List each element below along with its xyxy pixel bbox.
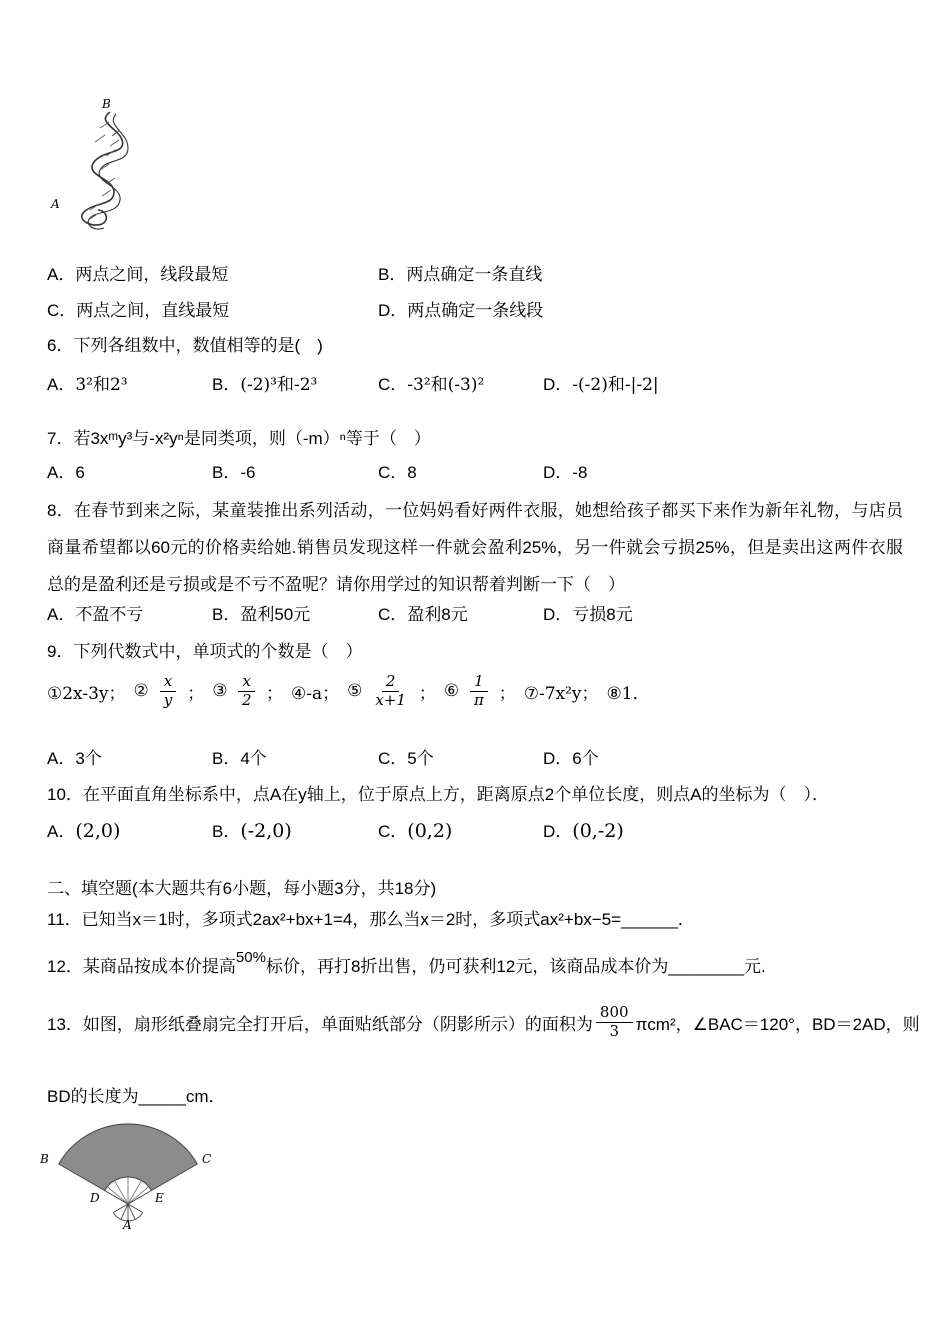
q6-option-a-label: A． bbox=[47, 375, 76, 394]
q8-option-b: B．盈利50元 bbox=[212, 605, 311, 624]
q6-option-d bbox=[543, 370, 659, 395]
q9-item-3-circ: ③ bbox=[212, 681, 228, 701]
fan-point-d-label: D bbox=[90, 1191, 100, 1205]
figure-point-b-label: B bbox=[102, 97, 111, 111]
q6-option-c-value: -3²和(-3)² bbox=[407, 375, 485, 395]
q9-options bbox=[47, 744, 599, 769]
q6-option-c-label: C． bbox=[378, 375, 408, 394]
q13-stem-pre: 13．如图，扇形纸叠扇完全打开后，单面贴纸部分（阴影所示）的面积为 bbox=[47, 1014, 593, 1034]
q10-stem: 10．在平面直角坐标系中，点A在y轴上，位于原点上方，距离原点2个单位长度，则点A的坐标为（ ）． bbox=[47, 785, 830, 804]
q9-option-b: B．4个 bbox=[212, 749, 267, 768]
q10-option-d-label: D． bbox=[543, 822, 573, 841]
q9-option-d: D．6个 bbox=[543, 749, 599, 768]
q10-option-a bbox=[47, 817, 212, 842]
fraction-800-over-3 bbox=[596, 1004, 633, 1040]
q9-item-1: ①2x-3y； bbox=[47, 683, 126, 704]
section-2-title: 二、填空题(本大题共有6小题，每小题3分，共18分) bbox=[47, 879, 437, 898]
q6-option-b bbox=[212, 370, 378, 395]
q12-stem-post: 标价，再打8折出售，仍可获利12元，该商品成本价为________元. bbox=[265, 957, 766, 976]
q10-option-b-value: (-2,0) bbox=[240, 820, 292, 842]
fraction-denominator: x+1 bbox=[375, 690, 406, 709]
fraction-denominator: 2 bbox=[241, 690, 252, 709]
q10-option-a-value: (2,0) bbox=[75, 820, 121, 842]
q10-option-d-value: (0,-2) bbox=[572, 820, 624, 842]
q10-option-a-label: A． bbox=[47, 822, 76, 841]
q6-option-d-label: D． bbox=[543, 375, 573, 394]
q10-option-c-value: (0,2) bbox=[407, 820, 453, 842]
q9-item-3-sep: ； bbox=[265, 683, 283, 704]
q9-item-5-circ: ⑤ bbox=[347, 681, 363, 701]
q9-item-2-circ: ② bbox=[133, 681, 149, 701]
fraction-numerator: 1 bbox=[470, 673, 488, 691]
q5-options-row-2 bbox=[47, 296, 543, 321]
q10-option-d bbox=[543, 817, 624, 842]
q5-option-c: C．两点之间，直线最短 bbox=[47, 301, 230, 320]
q9-item-5-sep: ； bbox=[418, 683, 436, 704]
q6-option-c bbox=[378, 370, 543, 395]
q12-stem-pre: 12．某商品按成本价提高 bbox=[47, 957, 236, 976]
fraction-denominator: y bbox=[163, 690, 173, 709]
q12-stem bbox=[47, 949, 766, 977]
q10-option-c-label: C． bbox=[378, 822, 408, 841]
q6-option-d-value: -(-2)和-|-2| bbox=[572, 375, 659, 395]
q10-option-b-label: B． bbox=[212, 822, 241, 841]
q9-item-8: ⑧1． bbox=[606, 683, 650, 704]
q7-option-c: C．8 bbox=[378, 463, 417, 482]
q9-expression bbox=[47, 668, 650, 714]
fan-point-b-label: B bbox=[40, 1152, 49, 1166]
q9-item-2-sep: ； bbox=[187, 683, 205, 704]
q8-stem: 8．在春节到来之际，某童装推出系列活动，一位妈妈看好两件衣服，她想给孩子都买下来作为新年礼物，与店员商量希望都以60元的价格卖给她.销售员发现这样一件就会盈利25%，另一件就会亏损25%，但是卖出这两件衣服总的是盈利还是亏损或是不亏不盈呢？请你用学过的知识帮着判断一下（ ） bbox=[47, 501, 903, 594]
q5-option-b: B．两点确定一条直线 bbox=[378, 265, 543, 284]
q9-item-6-sep: ； bbox=[498, 683, 516, 704]
fraction-x-over-2 bbox=[238, 673, 254, 709]
q13-stem-line-2: BD的长度为_____cm． bbox=[47, 1087, 226, 1106]
fan-sector-figure bbox=[38, 1110, 223, 1232]
q7-option-b: B．-6 bbox=[212, 463, 256, 482]
q8-options bbox=[47, 600, 633, 625]
fan-point-c-label: C bbox=[202, 1152, 212, 1166]
q6-option-b-value: (-2)³和-2³ bbox=[240, 375, 318, 395]
q8-option-c: C．盈利8元 bbox=[378, 605, 468, 624]
q9-item-4: ④-a； bbox=[290, 683, 340, 704]
q12-percent-raised: 50% bbox=[235, 949, 266, 966]
fraction-numerator: 2 bbox=[382, 673, 400, 691]
q5-option-a: A．两点之间，线段最短 bbox=[47, 265, 229, 284]
q13-stem-post: πcm²，∠BAC＝120°，BD＝2AD，则 bbox=[635, 1014, 920, 1034]
fraction-x-over-y bbox=[160, 673, 176, 709]
q6-option-a-value: 3²和2³ bbox=[75, 375, 128, 395]
winding-path-figure bbox=[48, 96, 158, 246]
q6-stem: 6．下列各组数中，数值相等的是( ) bbox=[47, 336, 323, 355]
fraction-numerator: x bbox=[160, 673, 176, 691]
q10-options bbox=[47, 817, 624, 842]
q9-stem: 9．下列代数式中，单项式的个数是（ ） bbox=[47, 642, 363, 661]
fan-point-a-label: A bbox=[123, 1218, 132, 1232]
fraction-denominator: 3 bbox=[609, 1021, 620, 1040]
fraction-numerator: x bbox=[238, 673, 254, 691]
q7-options bbox=[47, 458, 587, 483]
fraction-2-over-x-plus-1 bbox=[373, 673, 408, 709]
fraction-denominator: π bbox=[474, 690, 484, 709]
q9-item-6-circ: ⑥ bbox=[443, 681, 460, 701]
q6-option-b-label: B． bbox=[212, 375, 241, 394]
q5-option-d: D．两点确定一条线段 bbox=[378, 301, 544, 320]
figure-point-a-label: A bbox=[51, 197, 60, 211]
q5-options-row-1 bbox=[47, 260, 542, 285]
q9-option-a: A．3个 bbox=[47, 749, 102, 768]
fraction-numerator: 800 bbox=[596, 1004, 633, 1022]
q11-stem: 11．已知当x＝1时，多项式2ax²+bx+1=4，那么当x＝2时，多项式ax²+bx−5=______． bbox=[47, 910, 695, 929]
q9-item-7: ⑦-7x²y； bbox=[523, 683, 599, 704]
q8-option-d: D．亏损8元 bbox=[543, 605, 633, 624]
q7-stem: 7．若3xᵐy³与-x²yⁿ是同类项，则（-m）ⁿ等于（ ） bbox=[47, 429, 431, 448]
q10-option-b bbox=[212, 817, 378, 842]
fraction-1-over-pi bbox=[470, 673, 488, 709]
q8-option-a: A．不盈不亏 bbox=[47, 605, 144, 624]
fan-point-e-label: E bbox=[155, 1191, 164, 1205]
q13-stem-line-1 bbox=[47, 998, 920, 1046]
q7-option-d: D．-8 bbox=[543, 463, 588, 482]
q10-option-c bbox=[378, 817, 543, 842]
q7-option-a: A．6 bbox=[47, 463, 85, 482]
q6-option-a bbox=[47, 370, 212, 395]
q9-option-c: C．5个 bbox=[378, 749, 434, 768]
q6-options bbox=[47, 370, 659, 395]
